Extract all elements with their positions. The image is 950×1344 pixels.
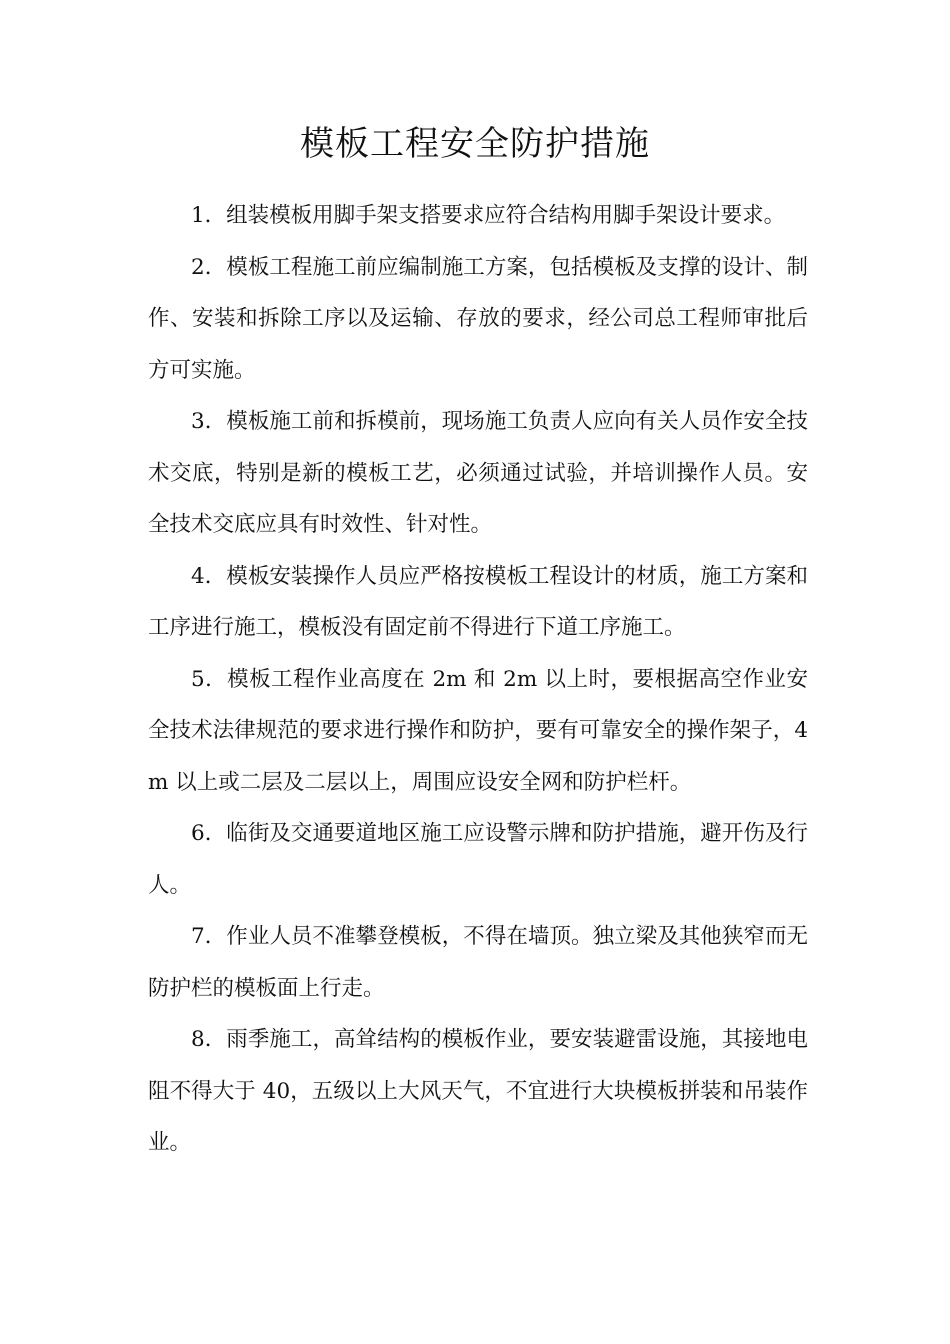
paragraph-5: 5．模板工程作业高度在 2m 和 2m 以上时，要根据高空作业安全技术法律规范的要求进行操作和防护，要有可靠安全的操作架子，4m 以上或二层及二层以上，周围应设安全网和防护栏杆。 <box>148 666 808 795</box>
paragraph-6: 6．临街及交通要道地区施工应设警示牌和防护措施，避开伤及行人。 <box>148 821 808 898</box>
paragraph-4: 4．模板安装操作人员应严格按模板工程设计的材质，施工方案和工序进行施工，模板没有固定前不得进行下道工序施工。 <box>148 563 808 640</box>
paragraph-7: 7．作业人员不准攀登模板，不得在墙顶。独立梁及其他狭窄而无防护栏的模板面上行走。 <box>148 924 808 1001</box>
paragraph-1: 1．组装模板用脚手架支搭要求应符合结构用脚手架设计要求。 <box>191 203 786 228</box>
document-body <box>148 190 808 1169</box>
paragraph-8: 8．雨季施工，高耸结构的模板作业，要安装避雷设施，其接地电阻不得大于 40，五级以上大风天气，不宜进行大块模板拼装和吊装作业。 <box>148 1027 808 1155</box>
paragraph-3: 3．模板施工前和拆模前，现场施工负责人应向有关人员作安全技术交底，特别是新的模板工艺，必须通过试验，并培训操作人员。安全技术交底应具有时效性、针对性。 <box>148 409 808 537</box>
document-title: 模板工程安全防护措施 <box>300 124 650 164</box>
paragraph-2: 2．模板工程施工前应编制施工方案，包括模板及支撑的设计、制作、安装和拆除工序以及运输、存放的要求，经公司总工程师审批后方可实施。 <box>148 254 808 383</box>
